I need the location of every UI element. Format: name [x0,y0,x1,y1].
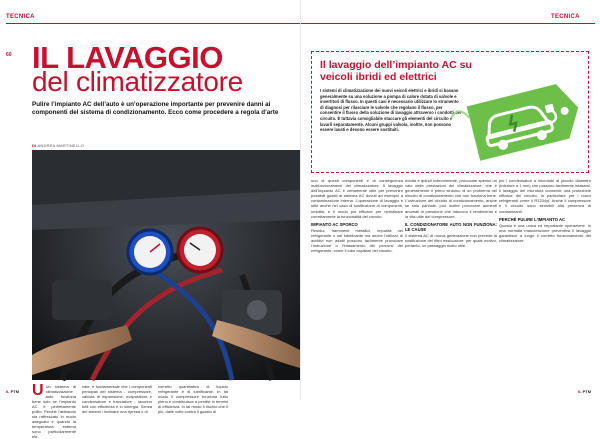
article-lead: Pulire l’impianto AC dell’auto è un’operazione importante per prevenire danni ai componenti del sistema di condizionamento. Ecco come procedere a regola d’arte [32,101,279,117]
engine-photo-illustration [32,150,300,380]
byline [32,143,84,148]
byline-prefix: DI [32,143,37,148]
right-column-2 [405,178,497,248]
sidebar-box-title: Il lavaggio dell’impianto AC su veicoli ibridi ed elettrici [320,59,472,83]
right-column-2-text2: Il sistema AC di nuova generazione non prevede la sostituzione del filtro essiccatore: per quale motivo, pertanto, un passaggio molto utile. [405,232,497,249]
right-column-2-subhead: IL CONDIZIONATORE AUTO NON FUNZIONA: LE CAUSE [405,221,497,232]
page-number-left: 60 [6,52,12,58]
right-column-3 [499,178,591,243]
footer-logo-right-a: IL [578,389,582,394]
electric-car-plug-icon [454,72,586,172]
right-column-3-text: più i condensatori a microtubi di piccolo diametro (inferiore a 1 mm) che possono facilmente intasarsi. Il lavaggio dei microtubi consente una protezione efficace del circuito, in particolare per i nuovi refrigeranti come il R1234yf. Anche il compressore e il circuito sono sensibili alla presenza di contaminanti. [499,178,591,214]
section-tag-left: TECNICA [6,14,35,20]
body-column-1 [32,384,76,439]
footer-logo-right [578,389,591,394]
header-rule-left [6,23,300,24]
right-column-3-text2: Questa è una unica ed importante operazione. In una normale manutenzione preventiva il lavaggio garantisce a lungo il corretto funzionamento del climatizzatore. [499,222,591,244]
right-column-3-subhead: PERCHÉ PULIRE L’IMPIANTO AC [499,216,566,222]
footer-logo-right-b: PTM [582,389,592,394]
header-rule-right [301,23,595,24]
body-column-1-text: Un sistema di climatizzazione auto funziona bene solo se l’impianto AC è perfettamente pulito. Perché l’abitacolo sia raffrescato in modo adeguato e quando la temperatura esterna sono particolarmente ele- [32,384,76,439]
right-column-1-subhead: IMPIANTO AC SPORCO [311,221,358,227]
section-tag-right: TECNICA [551,14,580,20]
right-column-1 [311,178,403,253]
footer-logo-left-b: PTM [10,389,20,394]
engine-photo [32,150,300,380]
body-column-3: corretto quantitativo di liquido refrigerante e di lubrificante. In tal modo il compressore funziona tutto pieno e contribuisce a perdite in termini di efficienza. In tal modo il rischio che il più, dalle volte contra il guasto di [158,384,228,414]
article-title-line1: IL LAVAGGIO [32,40,223,75]
drop-cap: U [32,382,44,399]
sidebar-box [311,51,589,173]
article-title-line2: del climatizzatore [32,66,243,97]
right-column-2-text: ridotta e quindi notevolmente, provocare spesso un calo delle prestazioni del climatizzatore, che è generalmente il primo sintomo di un problema nel circuito di condizionamento che non funziona bene. L’ostruzione del circuito di condizionamento, anche se solo parziale, può inoltre provocare aumenti anomali di pressione che riducono il rendimento e la vita utile del compressore. [405,178,497,219]
right-column-1-text: uno di questi componenti e di conseguenza malfunzionamenti del climatizzatore. Il lavaggio dell’impianto AC è certamente utile per prevenire possibili guasti al sistema AC dovuti ad esempio a contaminazione interna. L’operazione di lavaggio è utile anche nel caso di sostituzione di componenti, umidità, e il modo più efficace per ripristinare correttamente la funzionalità del circuito. [311,178,403,219]
byline-author: ANDREA MARTINELLO [37,143,84,148]
body-column-2: vate, è fondamentale che i componenti principali del sistema - compressore, valvola di espansione, evaporatore e condensatore e tracciature - lavorino tutti con efficienza e in sinergia. Senza dei sistemi i inclinare una ripresa o di [82,384,152,414]
sidebar-box-text: I sistemi di climatizzazione dei nuovi veicoli elettrici e ibridi si basano generalmente su una soluzione a pompa di calore dotata di valvole e invertitori di flusso. In questi casi è necessario utilizzare lo strumento di diagnosi per rilasciare le valvole che regolano il flusso, per consentire il flusso della soluzione di lavaggio attraverso i condotti del circuito. È tuttavia consigliabile staccare gli elementi del circuito e lavarli separatamente. Alcuni gruppi valvola, inoltre, non possono essere lavati e devono essere sostituiti. [320,88,462,133]
footer-logo-left-a: IL [6,389,10,394]
footer-logo-left [6,389,19,394]
right-column-1-text2: Residui, frammenti metallici, impurità nel refrigerante o nel lubrificante ma anche l’utilizzo di additivi non adatti possono facilmente provocare l’ostruzione o l’intasamento dei percorsi del refrigerante, come il tubo capillare del circuito. [311,227,403,254]
